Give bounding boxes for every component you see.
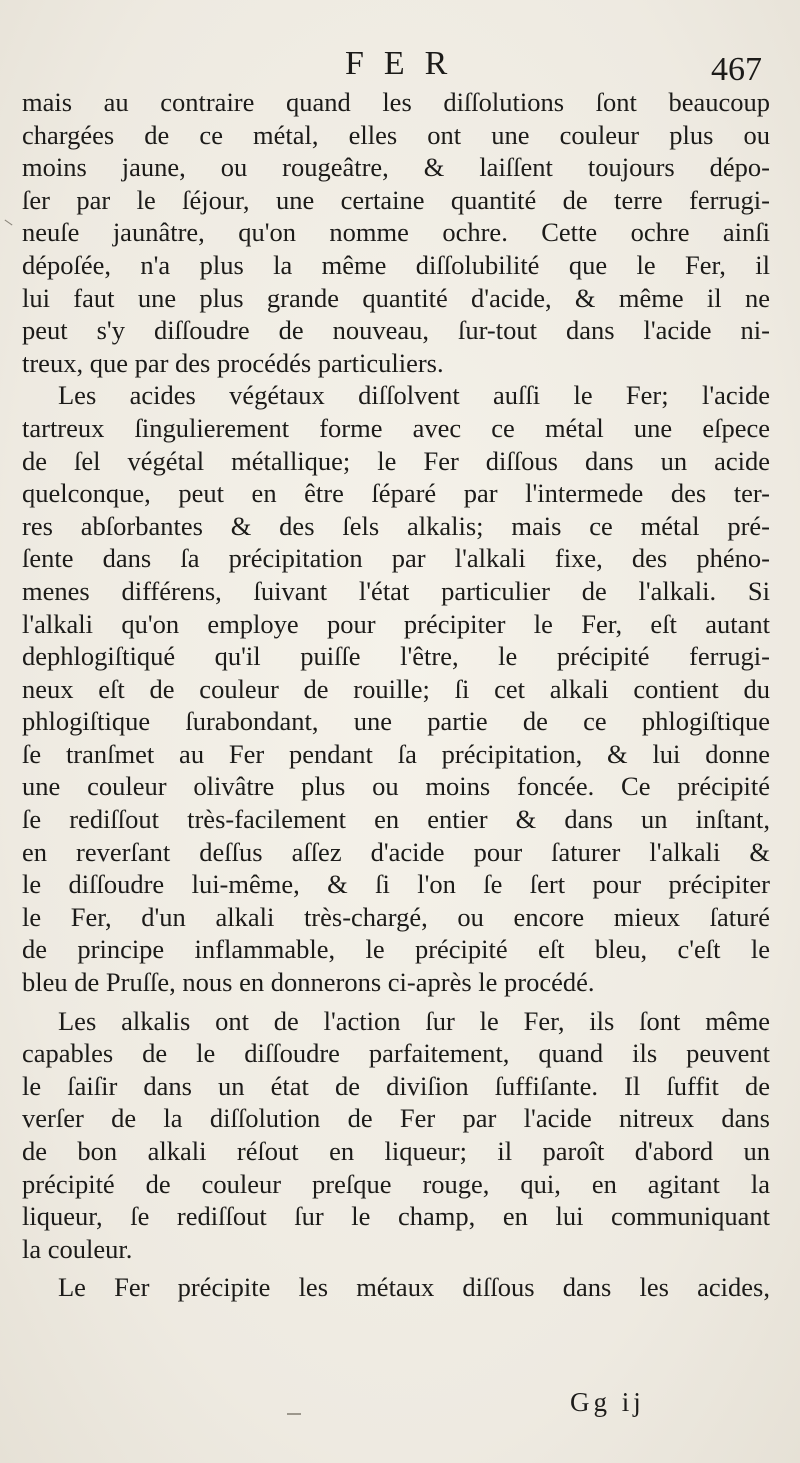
- text-line: treux, que par des procédés particuliers.: [22, 347, 444, 378]
- text-line: dépoſée, n'a plus la même diſſolubilité que le Fer, il: [22, 249, 770, 280]
- margin-mark: [5, 220, 13, 226]
- ink-blemish: [287, 1413, 301, 1415]
- running-head: FER: [345, 45, 468, 82]
- text-line: Les acides végétaux diſſolvent auſſi le Fer; l'acide: [58, 380, 770, 411]
- text-line: le ſaiſir dans un état de diviſion ſuffiſante. Il ſuffit de: [22, 1070, 770, 1101]
- text-line: ſer par le ſéjour, une certaine quantité de terre ferrugi-: [22, 184, 770, 215]
- text-line: neux eſt de couleur de rouille; ſi cet alkali contient du: [22, 673, 770, 704]
- text-line: menes différens, ſuivant l'état particulier de l'alkali. Si: [22, 575, 770, 606]
- text-line: le diſſoudre lui-même, & ſi l'on ſe ſert pour précipiter: [22, 869, 770, 900]
- text-line: le Fer, d'un alkali très-chargé, ou encore mieux ſaturé: [22, 901, 770, 932]
- text-line: en reverſant deſſus aſſez d'acide pour ſaturer l'alkali &: [22, 836, 770, 867]
- text-line: précipité de couleur preſque rouge, qui, en agitant la: [22, 1168, 770, 1199]
- text-line: neuſe jaunâtre, qu'on nomme ochre. Cette ochre ainſi: [22, 217, 770, 248]
- text-line: chargées de ce métal, elles ont une couleur plus ou: [22, 119, 770, 150]
- text-line: tartreux ſingulierement forme avec ce métal une eſpece: [22, 412, 770, 443]
- text-line: de ſel végétal métallique; le Fer diſſous dans un acide: [22, 445, 770, 476]
- text-line: Le Fer précipite les métaux diſſous dans les acides,: [58, 1272, 770, 1303]
- text-line: la couleur.: [22, 1233, 133, 1264]
- text-line: dephlogiſtiqué qu'il puiſſe l'être, le précipité ferrugi-: [22, 641, 770, 672]
- text-line: de bon alkali réſout en liqueur; il paroît d'abord un: [22, 1136, 770, 1166]
- text-line: une couleur olivâtre plus ou moins foncée. Ce précipité: [22, 771, 770, 802]
- body-text: [22, 86, 770, 1304]
- text-line: phlogiſtique ſurabondant, une partie de ce phlogiſtique: [22, 706, 770, 737]
- text-line: peut s'y diſſoudre de nouveau, ſur-tout dans l'acide ni-: [22, 315, 770, 346]
- signature-mark: Gg ij: [570, 1387, 645, 1417]
- text-line: capables de le diſſoudre parfaitement, quand ils peuvent: [22, 1038, 770, 1069]
- text-line: ſe rediſſout très-facilement en entier & dans un inſtant,: [22, 804, 770, 835]
- text-line: mais au contraire quand les diſſolutions ſont beaucoup: [22, 87, 770, 117]
- text-line: res abſorbantes & des ſels alkalis; mais ce métal pré-: [22, 510, 770, 541]
- text-line: bleu de Pruſſe, nous en donnerons ci-après le procédé.: [22, 967, 595, 998]
- text-line: l'alkali qu'on employe pour précipiter le Fer, eſt autant: [22, 608, 770, 639]
- text-line: moins jaune, ou rougeâtre, & laiſſent toujours dépo-: [22, 152, 770, 183]
- page-header: [0, 40, 800, 90]
- text-line: de principe inflammable, le précipité eſt bleu, c'eſt le: [22, 934, 770, 965]
- text-line: verſer de la diſſolution de Fer par l'acide nitreux dans: [22, 1103, 770, 1134]
- text-line: liqueur, ſe rediſſout ſur le champ, en lui communiquant: [22, 1201, 770, 1232]
- text-line: Les alkalis ont de l'action ſur le Fer, ils ſont même: [58, 1005, 770, 1036]
- text-line: lui faut une plus grande quantité d'acide, & même il ne: [22, 282, 770, 313]
- text-line: quelconque, peut en être ſéparé par l'intermede des ter-: [22, 478, 770, 509]
- text-line: ſente dans ſa précipitation par l'alkali fixe, des phéno-: [22, 543, 770, 574]
- page-number: 467: [711, 51, 762, 88]
- text-line: ſe tranſmet au Fer pendant ſa précipitation, & lui donne: [22, 738, 770, 769]
